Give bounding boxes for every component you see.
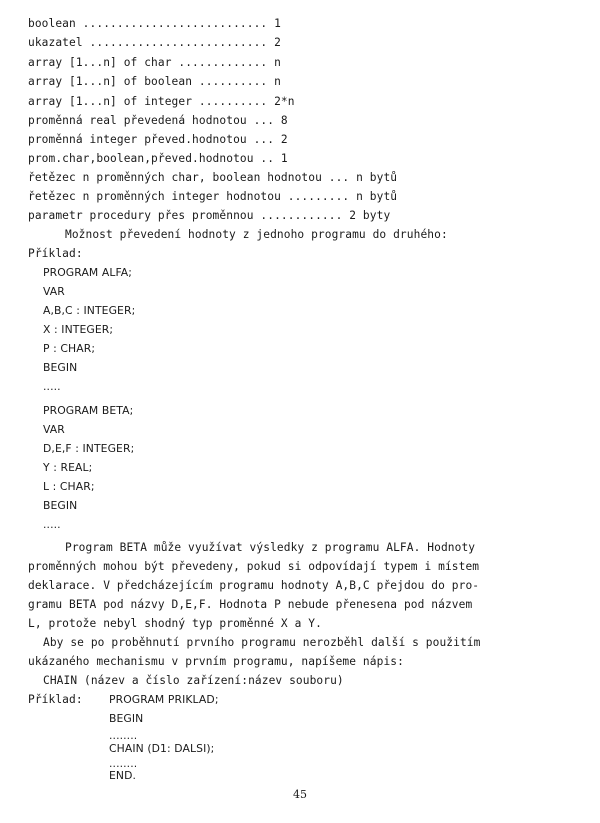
size-table-row: ukazatel .......................... 2 — [28, 36, 281, 49]
paragraph-line: L, protože nebyl shodný typ proměnné X a Y. — [28, 617, 322, 630]
size-table-row: parametr procedury přes proměnnou ............ 2 byty — [28, 209, 391, 222]
code-line-beta: D,E,F : INTEGER; — [43, 442, 135, 455]
code-line-example2: CHAIN (D1: DALSI); — [109, 742, 215, 755]
code-line-example2: BEGIN — [109, 712, 144, 725]
code-line-beta: VAR — [43, 423, 65, 436]
code-line-beta: L : CHAR; — [43, 480, 95, 493]
code-line-beta: PROGRAM BETA; — [43, 404, 134, 417]
code-line-beta: BEGIN — [43, 499, 78, 512]
example2-label: Příklad: — [28, 693, 83, 706]
size-table-row: proměnná real převedená hodnotou ... 8 — [28, 114, 288, 127]
code-line-alfa: BEGIN — [43, 361, 78, 374]
code-line-example2: END. — [109, 769, 137, 782]
chain-syntax: CHAIN (název a číslo zařízení:název souboru) — [43, 674, 344, 687]
paragraph-line: Program BETA může využívat výsledky z programu ALFA. Hodnoty — [65, 541, 476, 554]
size-table-row: řetězec n proměnných char, boolean hodnotou ... n bytů — [28, 171, 398, 184]
size-table-row: proměnná integer převed.hodnotou ... 2 — [28, 133, 288, 146]
paragraph-line: proměnných mohou být převedeny, pokud si odpovídají typem i místem — [28, 560, 480, 573]
size-table-row: prom.char,boolean,převed.hodnotou .. 1 — [28, 152, 288, 165]
size-table-row: array [1...n] of boolean .......... n — [28, 75, 281, 88]
paragraph-line: Aby se po proběhnutí prvního programu nerozběhl další s použitím — [43, 636, 481, 649]
page-number: 45 — [293, 788, 307, 801]
size-table-row: array [1...n] of integer .......... 2*n — [28, 95, 295, 108]
code-line-beta: ..... — [43, 518, 61, 531]
paragraph-line: deklarace. V předcházejícím programu hodnoty A,B,C přejdou do pro- — [28, 579, 480, 592]
code-line-alfa: VAR — [43, 285, 65, 298]
code-line-alfa: X : INTEGER; — [43, 323, 114, 336]
size-table-row: boolean ........................... 1 — [28, 17, 281, 30]
code-line-example2: PROGRAM PRIKLAD; — [109, 693, 219, 706]
size-table-row: array [1...n] of char ............. n — [28, 56, 281, 69]
code-line-alfa: PROGRAM ALFA; — [43, 266, 133, 279]
code-line-alfa: P : CHAR; — [43, 342, 96, 355]
intro-text: Možnost převedení hodnoty z jednoho programu do druhého: — [65, 228, 448, 241]
size-table-row: řetězec n proměnných integer hodnotou ......... n bytů — [28, 190, 398, 203]
code-line-alfa: A,B,C : INTEGER; — [43, 304, 136, 317]
code-line-beta: Y : REAL; — [43, 461, 93, 474]
example-label: Příklad: — [28, 247, 83, 260]
code-line-alfa: ..... — [43, 380, 61, 393]
code-line-example2: ........ — [109, 757, 138, 770]
paragraph-line: gramu BETA pod názvy D,E,F. Hodnota P nebude přenesena pod názvem — [28, 598, 473, 611]
paragraph-line: ukázaného mechanismu v prvním programu, napíšeme nápis: — [28, 655, 404, 668]
code-line-example2: ........ — [109, 729, 138, 742]
